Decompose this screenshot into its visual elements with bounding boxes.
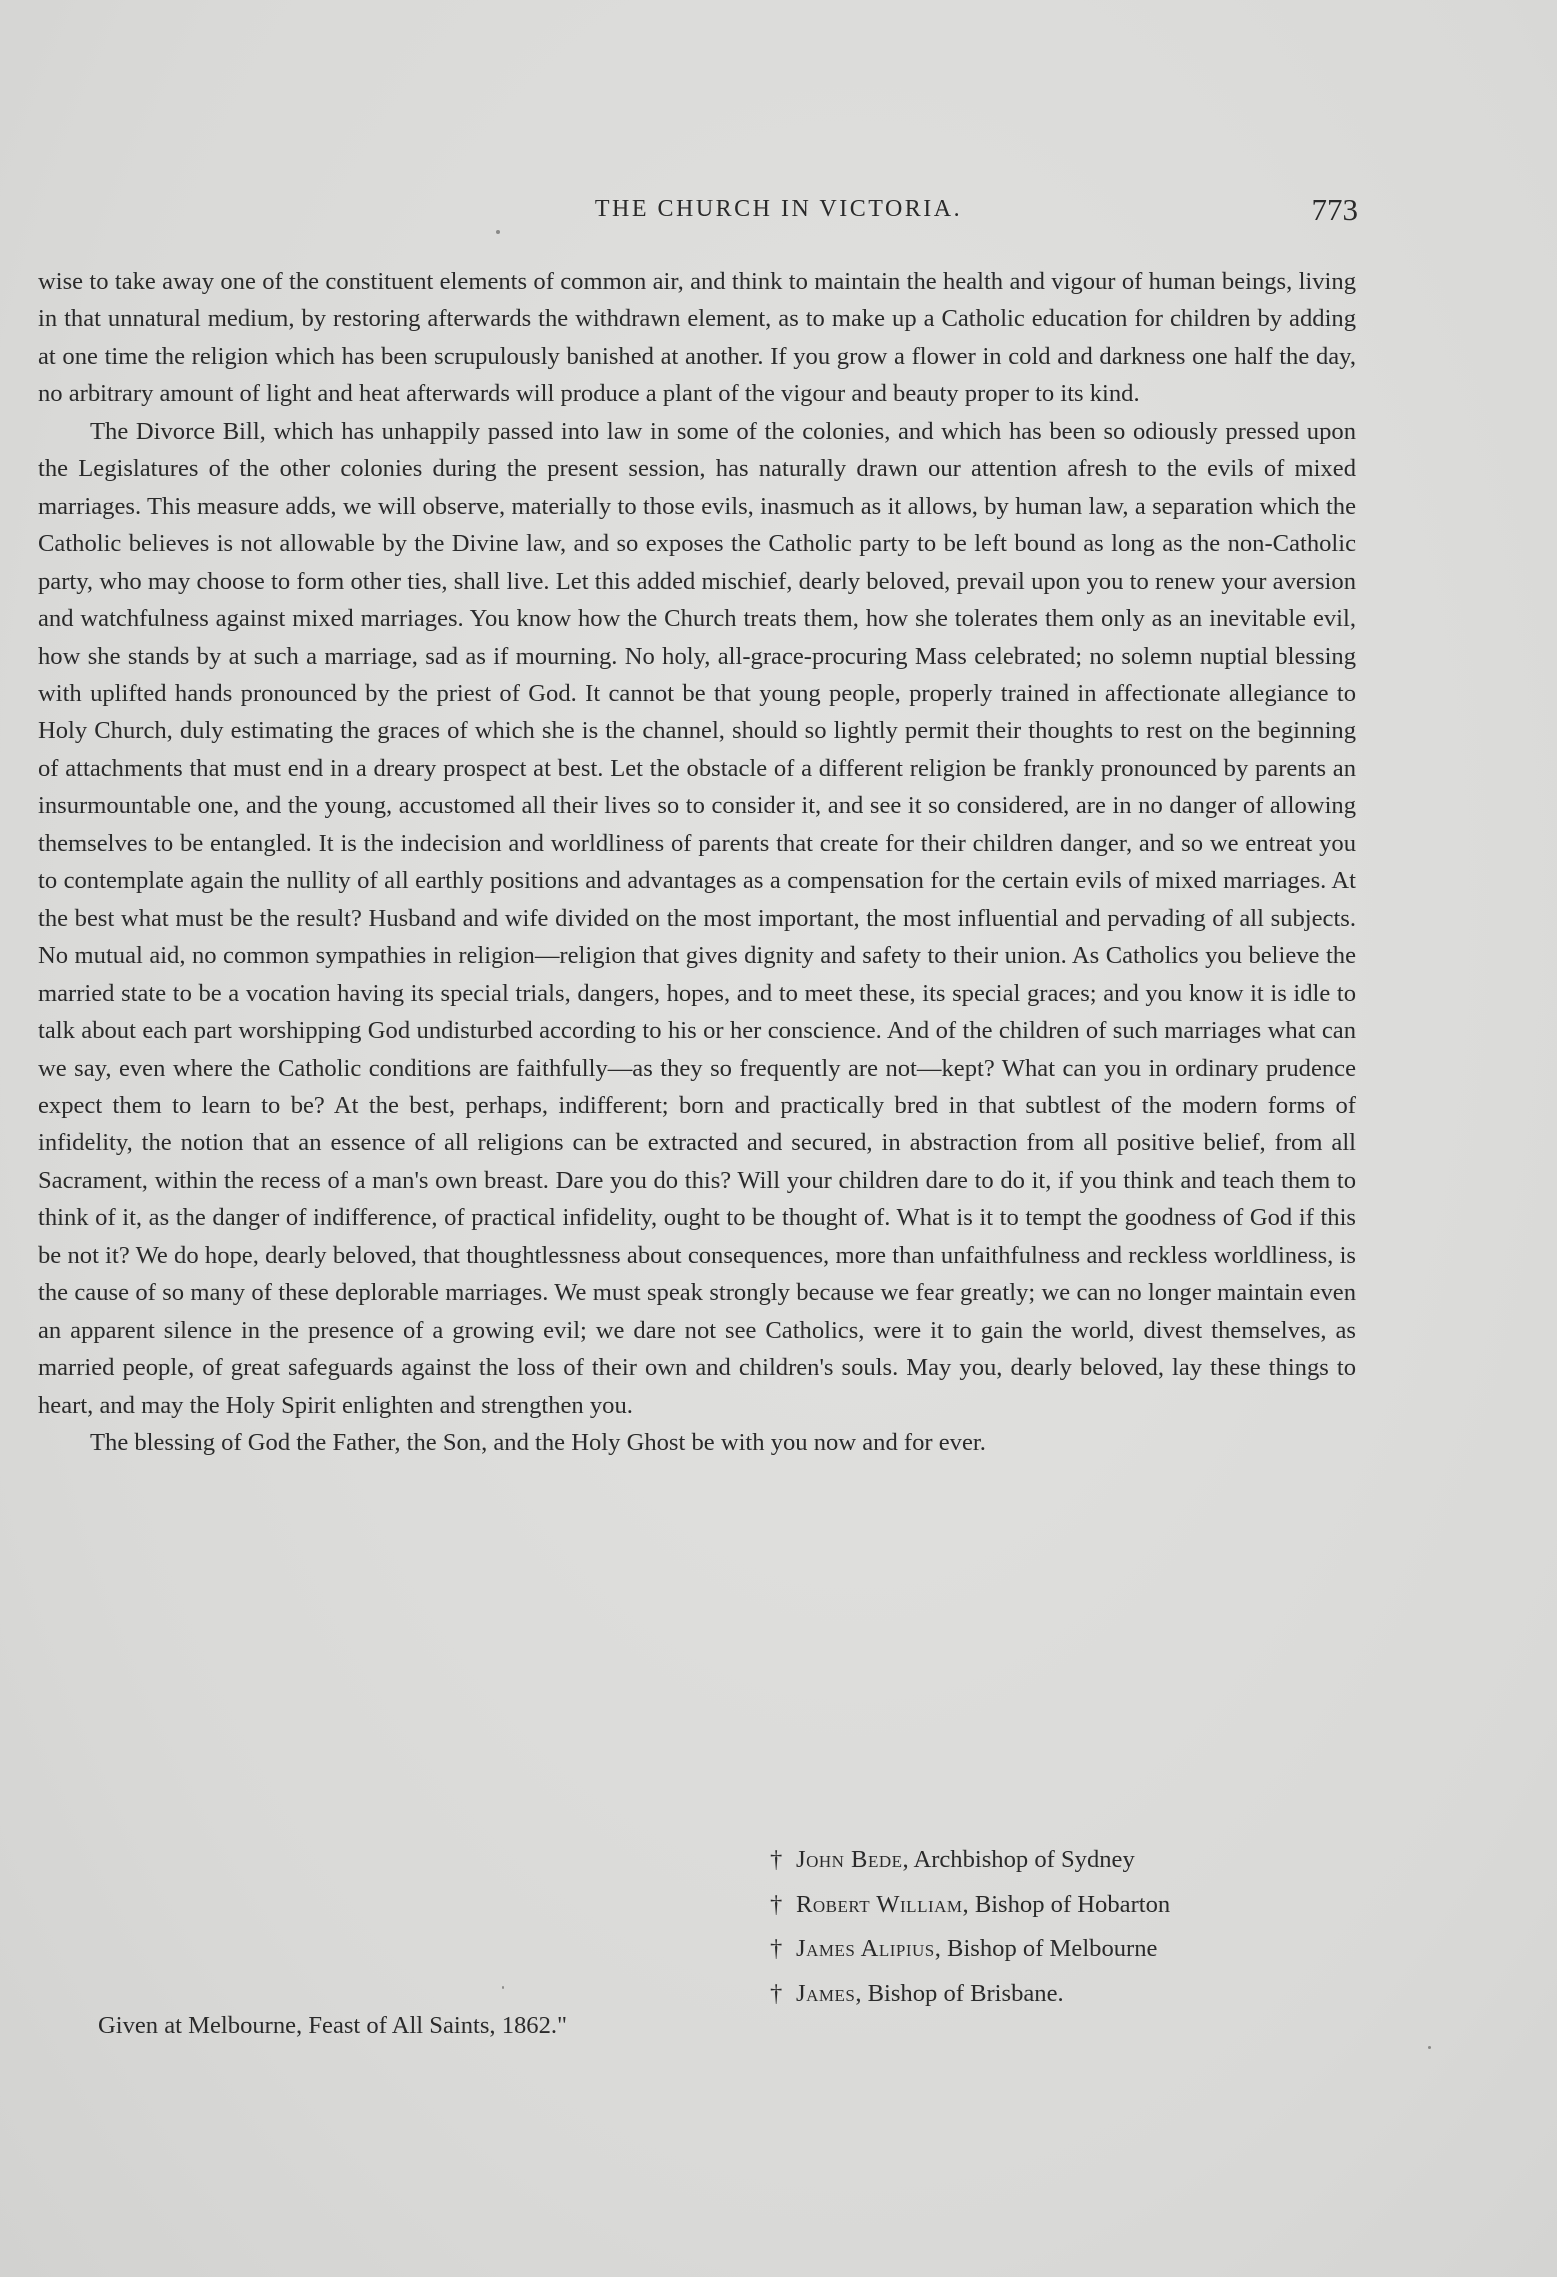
- paragraph-continuation: wise to take away one of the constituent elements of common air, and think to maintain the health and vigour of human beings, living in that unnatural medium, by restoring afterwards the withdrawn element, as to make up a Catholic education for children by adding at one time the religion which has been scrupulously banished at another. If you grow a flower in cold and darkness one half the day, no arbitrary amount of light and heat afterwards will produce a plant of the vigour and beauty proper to its kind.: [38, 268, 1356, 408]
- paragraph-divorce-bill: The Divorce Bill, which has unhappily passed into law in some of the colonies, and which has been so odiously pressed upon the Legislatures of the other colonies during the present session, has naturally drawn our attention afresh to the evils of mixed marriages. This measure adds, we will observe, materially to those evils, inasmuch as it allows, by human law, a separation which the Catholic believes is not allowable by the Divine law, and so exposes the Catholic party to be left bound as long as the non-Catholic party, who may choose to form other ties, shall live. Let this added mischief, dearly beloved, prevail upon you to renew your aversion and watchfulness against mixed marriages. You know how the Church treats them, how she tolerates them only as an inevitable evil, how she stands by at such a marriage, sad as if mourning. No holy, all-grace-procuring Mass celebrated; no solemn nuptial blessing with uplifted hands pronounced by the priest of God. It cannot be that young people, properly trained in affectionate allegiance to Holy Church, duly estimating the graces of which she is the channel, should so lightly permit their thoughts to rest on the beginning of attachments that must end in a dreary prospect at best. Let the obstacle of a different religion be frankly pronounced by parents an insurmountable one, and the young, accustomed all their lives so to consider it, and see it so considered, are in no danger of allowing themselves to be entangled. It is the indecision and worldliness of parents that create for their children danger, and so we entreat you to contemplate again the nullity of all earthly positions and advantages as a compensation for the certain evils of mixed marriages. At the best what must be the result? Husband and wife divided on the most important, the most influential and pervading of all subjects. No mutual aid, no common sympathies in religion—religion that gives dignity and safety to their union. As Catholics you believe the married state to be a vocation having its special trials, dangers, hopes, and to meet these, its special graces; and you know it is idle to talk about each part worshipping God undisturbed according to his or her conscience. And of the children of such marriages what can we say, even where the Catholic conditions are faithfully—as they so frequently are not—kept? What can you in ordinary prudence expect them to learn to be? At the best, perhaps, indifferent; born and practically bred in that subtlest of the modern forms of infidelity, the notion that an essence of all religions can be extracted and secured, in abstraction from all positive belief, from all Sacrament, within the recess of a man's own breast. Dare you do this? Will your children dare to do it, if you think and teach them to think of it, as the danger of indifference, of practical infidelity, ought to be thought of. What is it to tempt the goodness of God if this be not it? We do hope, dearly beloved, that thoughtlessness about consequences, more than unfaithfulness and reckless worldliness, is the cause of so many of these deplorable marriages. We must speak strongly because we fear greatly; we can no longer maintain even an apparent silence in the presence of a growing evil; we dare not see Catholics, were it to gain the world, divest themselves, as married people, of great safeguards against the loss of their own and children's souls. May you, dearly beloved, lay these things to heart, and may the Holy Spirit enlighten and strengthen you.: [38, 417, 1356, 1419]
- signatory-name: Robert William: [796, 1890, 963, 1918]
- signatory-name: James Alipius: [796, 1935, 935, 1962]
- signatory-name: James: [796, 1979, 856, 2007]
- cross-icon: †: [770, 1890, 783, 1918]
- paper-speck: [1428, 2046, 1431, 2049]
- paragraph-blessing: The blessing of God the Father, the Son, and the Holy Ghost be with you now and for ever.: [90, 1429, 986, 1457]
- signature-line: [770, 1972, 1370, 2017]
- signature-line: [770, 1838, 1370, 1883]
- paper-speck: [502, 1986, 504, 1989]
- signatory-name: John Bede: [796, 1846, 903, 1873]
- cross-icon: †: [770, 1979, 783, 2007]
- cross-icon: †: [770, 1935, 783, 1962]
- running-title: THE CHURCH IN VICTORIA.: [594, 196, 963, 222]
- page-number: 773: [1311, 192, 1358, 227]
- signature-block: [770, 1838, 1370, 2016]
- signature-line: [770, 1927, 1370, 1972]
- dateline: Given at Melbourne, Feast of All Saints, 1862.": [98, 2012, 568, 2039]
- running-head: [0, 192, 1557, 228]
- cross-icon: †: [770, 1846, 783, 1873]
- signature-line: [770, 1883, 1370, 1928]
- paper-speck: [496, 230, 500, 234]
- signatory-title: , Bishop of Brisbane.: [855, 1979, 1064, 2007]
- body-text: [38, 263, 1356, 1462]
- signatory-title: , Bishop of Melbourne: [934, 1935, 1158, 1962]
- signatory-title: , Archbishop of Sydney: [902, 1846, 1135, 1873]
- signatory-title: , Bishop of Hobarton: [962, 1890, 1171, 1918]
